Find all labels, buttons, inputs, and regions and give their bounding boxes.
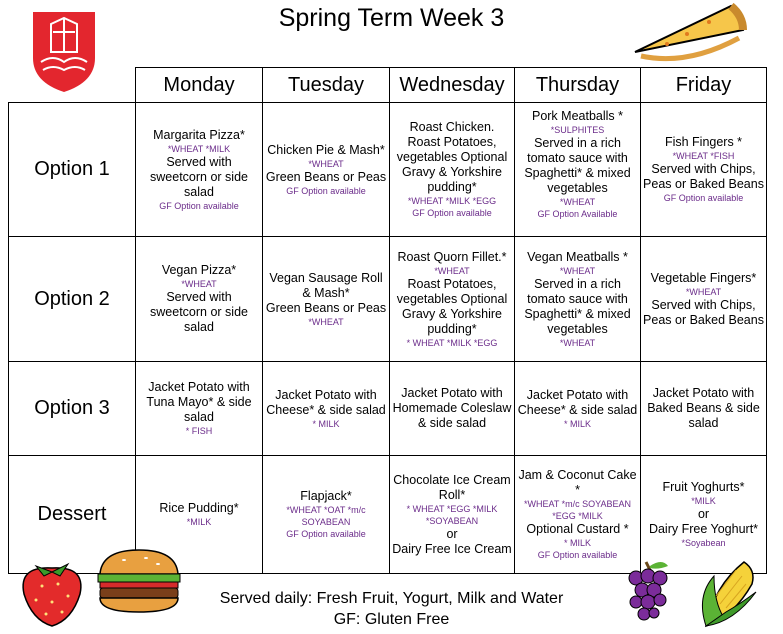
allergen-note: *SOYABEAN: [425, 515, 479, 526]
allergen-note: * MILK: [563, 538, 591, 548]
day-header: Wednesday: [390, 68, 515, 103]
day-header: Thursday: [515, 68, 641, 103]
gf-note: GF Option Available: [537, 209, 618, 219]
menu-cell: [390, 237, 515, 362]
dish-text: Optional Custard *: [526, 522, 629, 536]
dish-text: Fish Fingers *: [664, 135, 743, 149]
allergen-note: *WHEAT: [308, 316, 344, 327]
dish-text: Chocolate Ice Cream Roll*: [393, 472, 511, 502]
menu-cell: [263, 456, 390, 574]
menu-cell: [515, 237, 641, 362]
gf-note: GF Option available: [286, 529, 366, 539]
allergen-note: *WHEAT: [434, 265, 470, 276]
dish-text: Margarita Pizza*: [153, 127, 245, 142]
pizza-slice-icon: [627, 0, 747, 64]
menu-cell: [263, 237, 390, 362]
allergen-note: *SULPHITES: [550, 125, 605, 135]
dish-text: Jacket Potato with Homemade Coleslaw & side salad: [392, 386, 512, 430]
dish-text: Chicken Pie & Mash*: [267, 142, 385, 157]
menu-cell: [641, 237, 767, 362]
allergen-note: *WHEAT: [559, 197, 596, 207]
dish-text: Jam & Coconut Cake *: [518, 468, 637, 497]
dish-text: Jacket Potato with Cheese* & side salad: [266, 387, 386, 417]
dish-text: Vegetable Fingers*: [650, 270, 757, 285]
menu-row: [9, 237, 767, 362]
dish-text: Vegan Meatballs *: [527, 249, 628, 264]
menu-cell: [263, 103, 390, 237]
dish-text: Roast Chicken. Roast Potatoes, vegetables Optional Gravy & Yorkshire pudding*: [396, 120, 508, 194]
allergen-note: *Soyabean: [681, 538, 726, 548]
gf-note: GF Option available: [412, 208, 492, 218]
allergen-note: * WHEAT *EGG *MILK: [406, 503, 498, 514]
allergen-note: *WHEAT *OAT *m/c SOYABEAN: [286, 505, 366, 527]
menu-row: [9, 362, 767, 456]
dish-text: Rice Pudding*: [159, 501, 239, 515]
allergen-note: *EGG *MILK: [552, 511, 603, 521]
allergen-note: *MILK: [691, 496, 716, 506]
dish-text: Green Beans or Peas: [265, 169, 387, 184]
footer-gf-key: GF: Gluten Free: [333, 611, 450, 628]
dish-text: Roast Quorn Fillet.*: [397, 249, 507, 264]
day-header: Monday: [136, 68, 263, 103]
menu-cell: [136, 103, 263, 237]
dish-text: Green Beans or Peas: [265, 300, 387, 315]
allergen-note: *WHEAT *FISH: [672, 151, 735, 161]
allergen-note: *WHEAT: [685, 286, 722, 297]
dish-text: Jacket Potato with Baked Beans & side salad: [647, 386, 760, 430]
menu-cell: [641, 103, 767, 237]
allergen-note: *MILK: [186, 517, 212, 527]
gf-note: GF Option available: [537, 550, 618, 560]
allergen-note: *WHEAT: [559, 265, 596, 276]
menu-cell: [515, 103, 641, 237]
menu-cell: [136, 237, 263, 362]
gf-note: GF Option available: [286, 185, 366, 196]
allergen-note: *WHEAT *m/c SOYABEAN: [523, 499, 632, 509]
menu-cell: [641, 362, 767, 456]
gf-note: GF Option available: [159, 200, 239, 211]
allergen-note: *WHEAT: [181, 279, 217, 289]
allergen-note: * FISH: [185, 426, 213, 436]
dish-text: Flapjack*: [300, 489, 352, 503]
day-header: Tuesday: [263, 68, 390, 103]
menu-row: [9, 103, 767, 237]
menu-cell: [263, 362, 390, 456]
dish-text: Served with Chips, Peas or Baked Beans: [643, 297, 764, 327]
dish-text: Served with Chips, Peas or Baked Beans: [643, 162, 764, 191]
menu-cell: [136, 362, 263, 456]
row-label: Dessert: [9, 456, 136, 574]
dish-text: Vegan Pizza*: [161, 263, 237, 277]
dish-text: Served with sweetcorn or side salad: [150, 290, 248, 334]
menu-table: [8, 67, 767, 574]
day-header: Friday: [641, 68, 767, 103]
dish-text: Fruit Yoghurts*: [662, 480, 745, 494]
row-label: Option 2: [9, 237, 136, 362]
dish-text: or: [697, 507, 710, 521]
dish-text: Vegan Sausage Roll & Mash*: [269, 270, 383, 300]
row-label: Option 3: [9, 362, 136, 456]
allergen-note: *WHEAT: [308, 158, 344, 169]
corner-cell: [9, 68, 136, 103]
dish-text: Served in a rich tomato sauce with Spaghetti* & mixed vegetables: [524, 136, 631, 195]
dish-text: Served in a rich tomato sauce with Spaghetti* & mixed vegetables: [524, 276, 631, 336]
menu-cell: [390, 362, 515, 456]
allergen-note: *WHEAT: [559, 337, 596, 348]
row-label: Option 1: [9, 103, 136, 237]
footer-served-daily: Served daily: Fresh Fruit, Yogurt, Milk and Water: [219, 590, 564, 607]
allergen-note: * WHEAT *MILK *EGG: [406, 337, 498, 348]
allergen-note: *WHEAT *MILK *EGG: [407, 196, 497, 206]
dish-text: Roast Potatoes, vegetables Optional Gravy & Yorkshire pudding*: [396, 276, 508, 336]
dish-text: Pork Meatballs *: [531, 109, 623, 123]
dish-text: Jacket Potato with Tuna Mayo* & side salad: [146, 380, 252, 424]
day-header-row: [9, 68, 767, 103]
page-title: Spring Term Week 3: [278, 4, 505, 32]
allergen-note: * MILK: [312, 418, 340, 429]
dish-text: Dairy Free Yoghurt*: [648, 522, 759, 536]
gf-note: GF Option available: [663, 193, 744, 203]
allergen-note: *WHEAT *MILK: [167, 143, 231, 154]
dish-text: or: [446, 526, 458, 541]
dish-text: Served with sweetcorn or side salad: [150, 154, 248, 199]
menu-cell: [390, 456, 515, 574]
allergen-note: * MILK: [563, 418, 591, 429]
menu-cell: [515, 362, 641, 456]
dish-text: Jacket Potato with Cheese* & side salad: [517, 387, 638, 417]
menu-cell: [390, 103, 515, 237]
dish-text: Dairy Free Ice Cream: [392, 541, 512, 556]
